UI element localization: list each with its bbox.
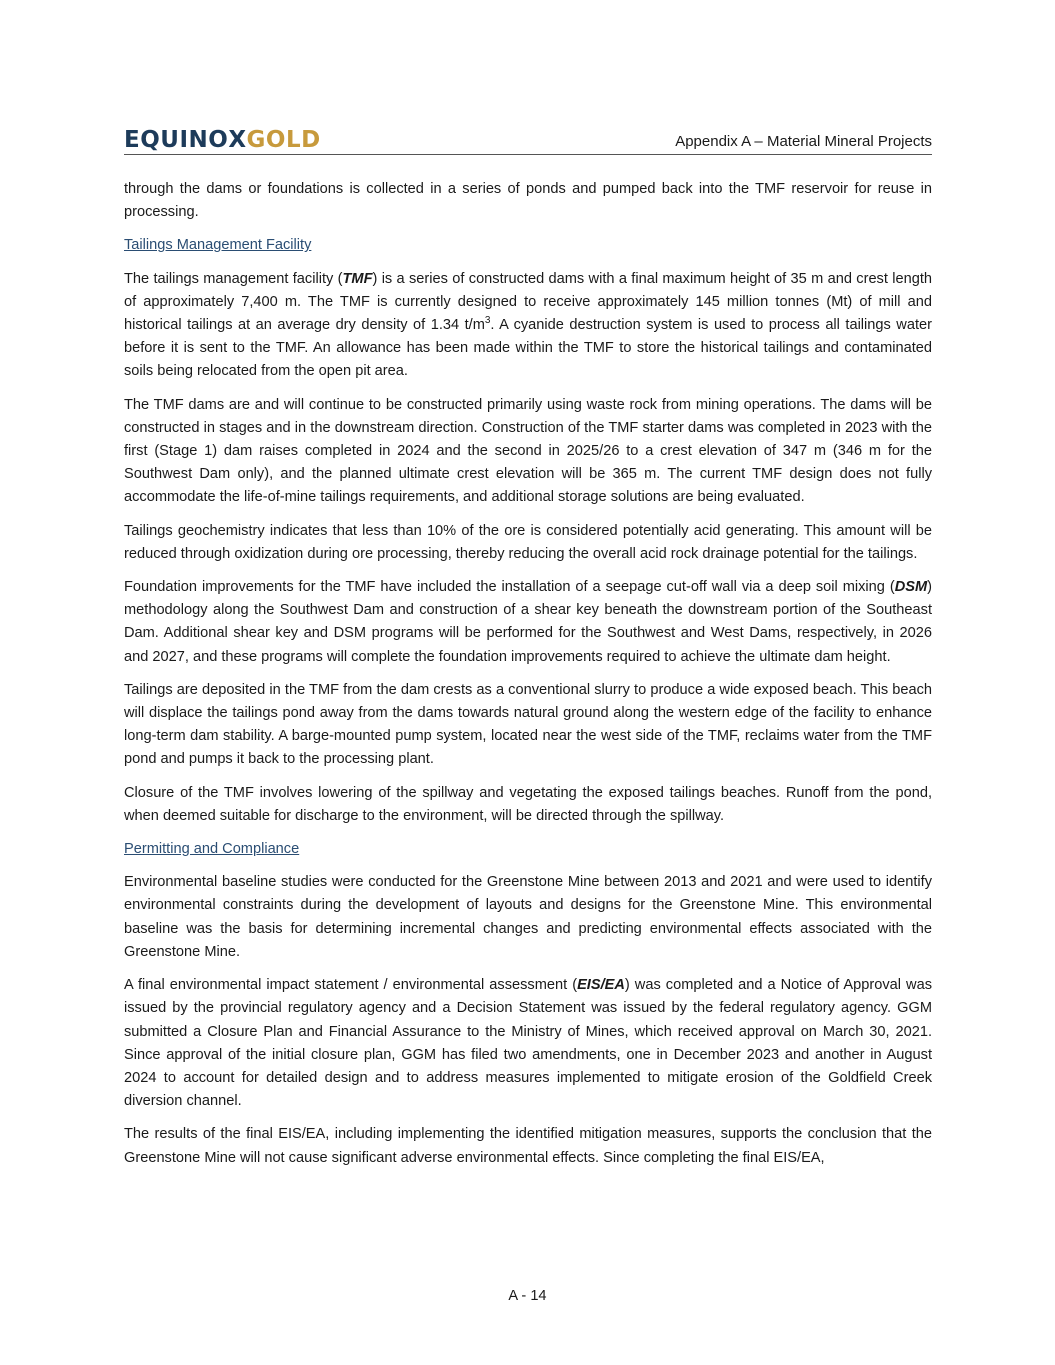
paragraph: The TMF dams are and will continue to be constructed primarily using waste rock from mining operations. The dams will be constructed in stages and in the downstream direction. Construction of the TMF starter dams was completed in 2023 with the first (Stage 1) dam raises completed in 2024 and the second in 2025/26 to a crest elevation of 347 m (346 m for the Southwest Dam only), and the planned ultimate crest elevation will be 365 m. The current TMF design does not fully accommodate the life-of-mine tailings requirements, and additional storage solutions are being evaluated.	[124, 396, 932, 506]
paragraph: The tailings management facility (TMF) is a series of constructed dams with a final maximum height of 35 m and crest length of approximately 7,400 m. The TMF is currently designed to receive approximately 145 million tonnes (Mt) of mill and historical tailings at an average dry density of 1.34 $t/m^3$. A cyanide destruction system is used to process all tailings water before it is sent to the TMF. An allowance has been made within the TMF to store the historical tailings and contaminated soils being relocated from the open pit area.	[124, 270, 933, 380]
term-tmf: TMF	[342, 270, 373, 287]
term-eis-ea: EIS/EA	[577, 977, 625, 994]
paragraph: Closure of the TMF involves lowering of the spillway and vegetating the exposed tailings beaches. Runoff from the pond, when deemed suitable for discharge to the environment, will be directed through the spillway.	[124, 784, 932, 824]
paragraph: through the dams or foundations is collected in a series of ponds and pumped back into the TMF reservoir for reuse in processing.	[124, 181, 932, 221]
paragraph: Tailings are deposited in the TMF from the dam crests as a conventional slurry to produce a wide exposed beach. This beach will displace the tailings pond away from the dams towards natural ground along the western edge of the facility to enhance long-term dam stability. A barge-mounted pump system, located near the west side of the TMF, reclaims water from the TMF pond and pumps it back to the processing plant.	[124, 681, 932, 768]
section-heading-tailings: Tailings Management Facility	[124, 237, 312, 254]
page-header	[124, 127, 932, 155]
equinox-gold-logo: EQUINOXGOLD	[124, 127, 321, 153]
page-number: A - 14	[508, 1288, 547, 1304]
paragraph: A final environmental impact statement / environmental assessment (EIS/EA) was completed and a Notice of Approval was issued by the provincial regulatory agency and a Decision Statement was issued by the federal regulatory agency. GGM submitted a Closure Plan and Financial Assurance to the Ministry of Mines, which received approval on March 30, 2021. Since approval of the initial closure plan, GGM has filed two amendments, one in December 2023 and another in August 2024 to account for detailed design and to address measures implemented to mitigate erosion of the Goldfield Creek diversion channel.	[124, 977, 932, 1110]
logo-o-icon: O	[208, 127, 229, 153]
document-body	[124, 178, 932, 1180]
paragraph: Foundation improvements for the TMF have included the installation of a seepage cut-off wall via a deep soil mixing (DSM) methodology along the Southwest Dam and construction of a shear key beneath the downstream portion of the Southeast Dam. Additional shear key and DSM programs will be performed for the Southwest and West Dams, respectively, in 2026 and 2027, and these programs will complete the foundation improvements required to achieve the ultimate dam height.	[124, 579, 932, 665]
header-title: Appendix A – Material Mineral Projects	[675, 133, 932, 150]
term-dsm: DSM	[894, 579, 928, 596]
paragraph: Tailings geochemistry indicates that less than 10% of the ore is considered potentially acid generating. This amount will be reduced through oxidization during ore processing, thereby reducing the overall acid rock drainage potential for the tailings.	[124, 522, 932, 562]
paragraph: The results of the final EIS/EA, including implementing the identified mitigation measures, supports the conclusion that the Greenstone Mine will not cause significant adverse environmental effects. Since completing the final EIS/EA,	[124, 1126, 932, 1166]
paragraph: Environmental baseline studies were conducted for the Greenstone Mine between 2013 and 2021 and were used to identify environmental constraints during the development of layouts and designs for the Greenstone Mine. This environmental baseline was the basis for determining incremental changes and predicting environmental effects associated with the Greenstone Mine.	[124, 874, 932, 960]
section-heading-permitting: Permitting and Compliance	[124, 841, 300, 858]
